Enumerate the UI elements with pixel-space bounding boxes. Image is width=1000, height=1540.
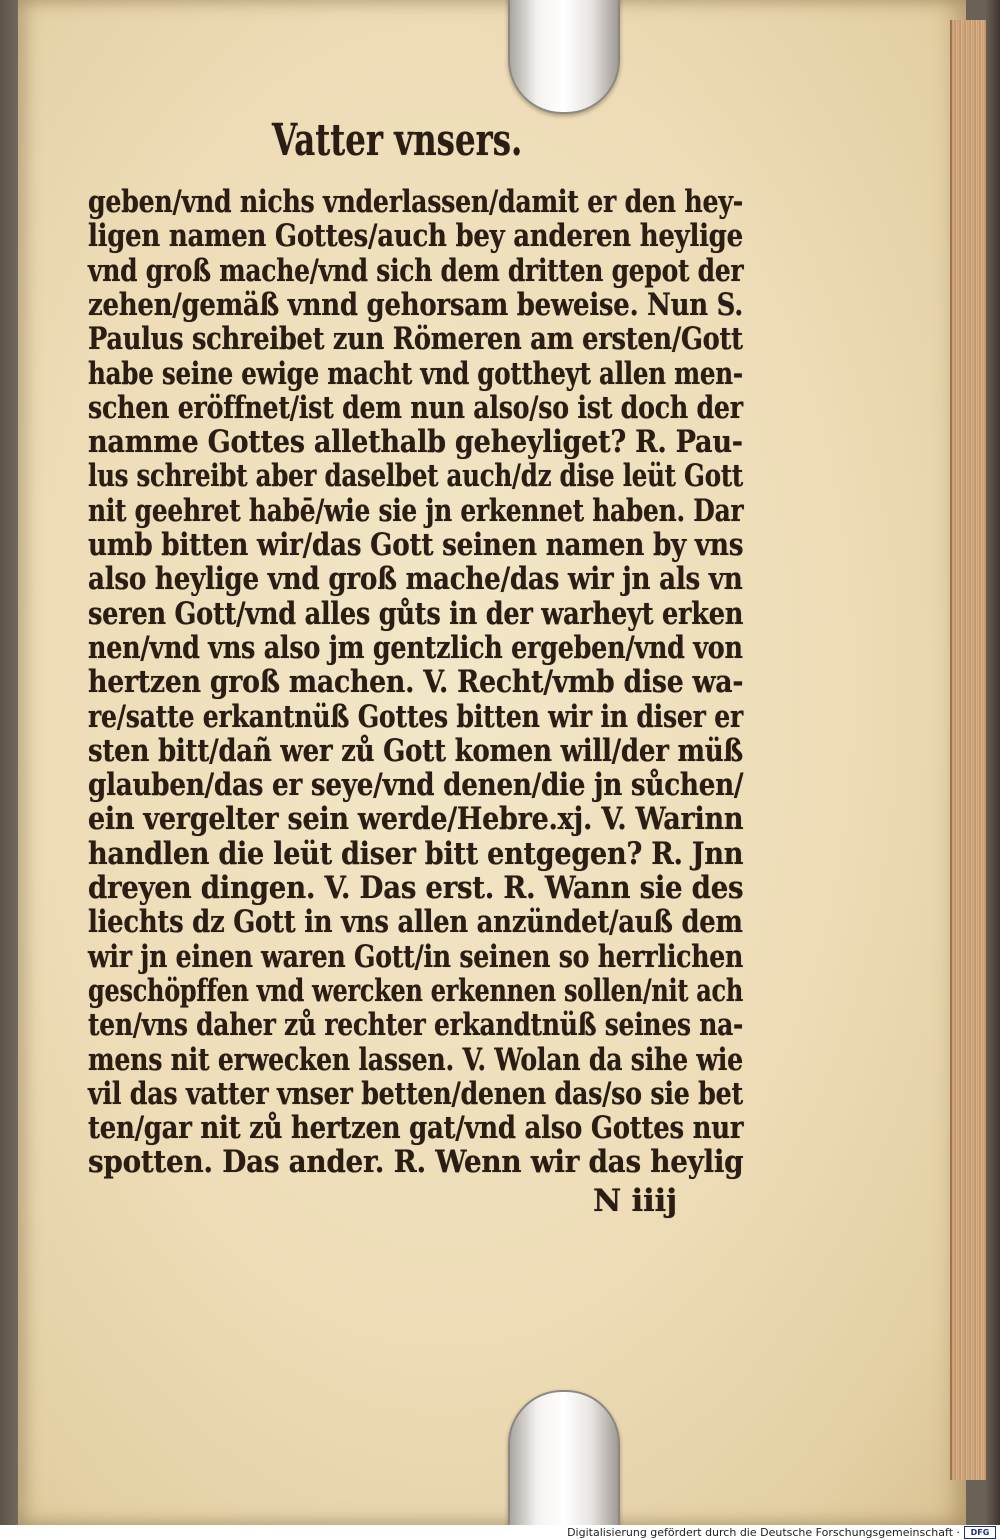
text-line: hertzen groß machen. V. Recht/vmb dise wa‑ <box>88 664 744 701</box>
text-line: seren Gott/vnd alles gůts in der warheyt erken <box>88 595 744 632</box>
text-line: umb bitten wir/das Gott seinen namen by vns <box>88 527 744 563</box>
text-line: handlen die leüt diser bitt entgegen? R. Jnn <box>88 835 744 872</box>
text-line: ein vergelter sein werde/Hebre.xj. V. Warinn <box>88 801 744 838</box>
text-line: spotten. Das ander. R. Wenn wir das heylig <box>88 1144 744 1181</box>
text-line: lus schreibt aber daselbet auch/dz dise leüt Gott <box>88 458 743 495</box>
text-line: vnd groß mache/vnd sich dem dritten gepot der <box>88 252 744 289</box>
text-line: sten bitt/dañ wer zů Gott komen will/der müß <box>88 732 743 769</box>
text-line: dreyen dingen. V. Das erst. R. Wann sie des <box>88 870 744 906</box>
signature-mark: N iiij <box>593 1183 677 1219</box>
text-line: glauben/das er seye/vnd denen/die jn sůchen/ <box>88 767 744 804</box>
text-line: mens nit erwecken lassen. V. Wolan da sihe wie <box>88 1041 743 1078</box>
text-line: geschöpffen vnd wercken erkennen sollen/nit ach <box>88 972 743 1009</box>
text-line: ten/vns daher zů rechter erkandtnüß seines na‑ <box>88 1007 744 1044</box>
text-line: liechts dz Gott in vns allen anzündet/auß dem <box>88 904 743 941</box>
text-line: also heylige vnd groß mache/das wir jn als vn <box>88 561 743 598</box>
text-line: re/satte erkantnüß Gottes bitten wir in diser er <box>88 698 743 735</box>
text-line: zehen/gemäß vnnd gehorsam beweise. Nun S. <box>88 286 744 323</box>
text-line: wir jn einen waren Gott/in seinen so herrlichen <box>88 938 744 975</box>
bottom-page-clip <box>508 1390 620 1525</box>
text-line: geben/vnd nichs vnderlassen/damit er den hey‑ <box>88 184 743 220</box>
text-line: Paulus schreibet zun Römeren am ersten/Gott <box>88 321 743 358</box>
text-line: schen eröffnet/ist dem nun also/so ist doch der <box>88 389 743 426</box>
funding-credit: Digitalisierung gefördert durch die Deutsche Forschungsgemeinschaft · <box>567 1526 960 1539</box>
text-line: namme Gottes allethalb geheyliget? R. Pau‑ <box>88 424 743 461</box>
text-line: vil das vatter vnser betten/denen das/so sie bet <box>88 1075 743 1112</box>
top-page-clip <box>508 0 620 114</box>
footer-bar <box>0 1525 1000 1540</box>
text-line: habe seine ewige macht vnd gottheyt allen men‑ <box>88 355 743 392</box>
text-line: nen/vnd vns also jm gentzlich ergeben/vnd von <box>88 629 743 666</box>
text-line: ligen namen Gottes/auch bey anderen heylige <box>88 218 743 255</box>
running-head: Vatter vnsers. <box>272 115 523 166</box>
text-line: nit geehret habē/wie sie jn erkennet haben. Dar <box>88 492 744 529</box>
text-line: ten/gar nit zů hertzen gat/vnd also Gottes nur <box>88 1110 744 1147</box>
dfg-logo: DFG <box>964 1526 996 1539</box>
